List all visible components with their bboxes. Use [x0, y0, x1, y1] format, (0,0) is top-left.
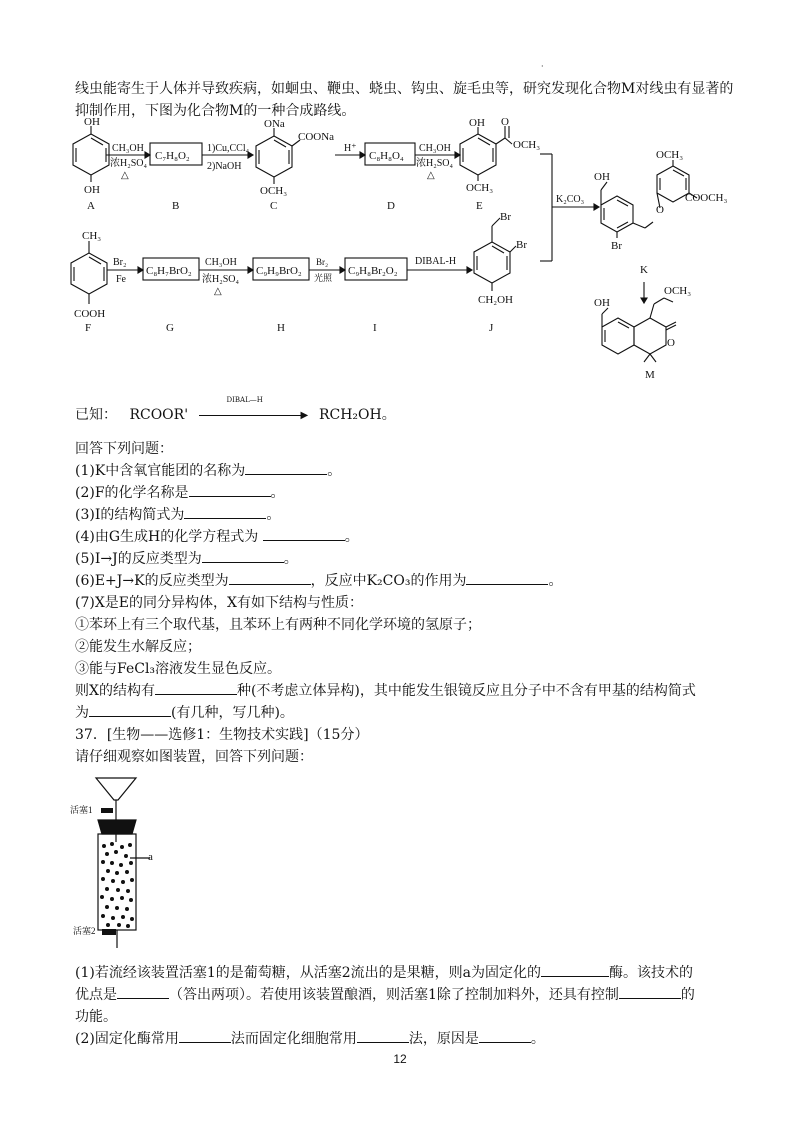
question-7-condition-1: ①苯环上有三个取代基，且苯环上有两种不同化学环境的氢原子； — [75, 617, 481, 633]
reagent-ab-bottom: 浓H₂SO₄ — [110, 158, 147, 169]
column-apparatus — [70, 772, 200, 962]
ring-c — [256, 136, 292, 177]
label-stopper-1: 活塞1 — [70, 805, 93, 815]
label-g: G — [166, 322, 174, 334]
e-och3: OCH₃ — [466, 182, 494, 194]
question-1: (1)K中含氧官能团的名称为 。 — [75, 460, 341, 480]
c-ona: ONa — [264, 118, 285, 130]
reagent-fg-top: Br₂ — [113, 257, 127, 268]
reagent-ij: DIBAL-H — [415, 256, 457, 267]
reagent-fg-bottom: Fe — [116, 274, 126, 285]
label-j: J — [489, 322, 494, 334]
label-i: I — [373, 322, 377, 334]
ring-m-left — [602, 318, 634, 354]
question-7-line-2: 为 (有几种，写几种)。 — [75, 702, 294, 722]
e-och3-ester: OCH₃ — [513, 139, 541, 151]
j-br-top: Br — [500, 211, 511, 223]
label-a: a — [148, 851, 153, 863]
question-6: (6)E+J→K的反应类型为 ，反应中K₂CO₃的作用为 。 — [75, 570, 562, 590]
reagent-gh-heat: △ — [214, 286, 222, 297]
label-k: K — [640, 264, 648, 276]
known-right: RCH₂OH。 — [318, 407, 396, 423]
intro-paragraph: 线虫能寄生于人体并导致疾病，如蛔虫、鞭虫、蛲虫、钩虫、旋毛虫等，研究发现化合物M对线虫有显著的抑制作用，下图为化合物M的一种合成路线。 — [75, 81, 734, 119]
label-d: D — [387, 200, 395, 212]
m-o: O — [667, 337, 675, 349]
reagent-bc-2: 2)NaOH — [207, 161, 242, 172]
s37-question-1-line-1: (1)若流经该装置活塞1的是葡萄糖，从活塞2流出的是果糖，则a为固定化的 酶。该技术的 — [75, 962, 693, 982]
f-ch3: CH₃ — [82, 230, 102, 242]
valve-1 — [101, 808, 113, 813]
formula-g: C₈H₇BrO₂ — [146, 265, 192, 277]
reagent-bc-1: 1)Cu,CCl₄ — [207, 143, 250, 154]
k-och3: OCH₃ — [656, 149, 684, 161]
reagent-ab-top: CH₃OH — [112, 143, 144, 154]
document-page: · 线虫能寄生于人体并导致疾病，如蛔虫、鞭虫、蛲虫、钩虫、旋毛虫等，研究发现化合物M对线虫有显著的抑制作用，下图为化合物M的一种合成路线。 OH OH A CH₃OH 浓H₂SO₄ △ C₇H₈O₂ B 1)Cu,CCl₄ 2)NaOH ONa COONa OCH₃ C H⁺ C₈H₈O₄ D CH₃OH 浓H₂SO₄ △ OH O OCH₃ OCH₃ E K₂CO₃ OCH₃ COOCH₃ OH O Br K OCH₃ OH O M CH₃ COOH F Br₂ Fe C₈H₇BrO₂ G CH₃OH 浓H₂SO₄ △ C₉H₉BrO₂ H Br₂ 光照 C₉H₈Br₂O₂ I DIBAL-H Br Br CH₂OH J 已知： RCOOR' DIBAL—H ▶ RCH₂OH。 回答下列问题： (1)K中含氧官能团的名称为 。 (2)F的化学名称是 。 (3)I的结构简式为 。 (4)由G生成H的化学方程式为 。 (5)I→J的反应类型为 。 (6)E+J→K的反应类型为 ，反应中K₂CO₃的作用为 。 (7)X是E的同分异构体，X有如下结构与性质： ①苯环上有三个取代基，且苯环上有两种不同化学环境的氢原子； ②能发生水解反应； ③能与FeCl₃溶液发生显色反应。 则X的结构有 种(不考虑立体异构)，其中能发生银镜反应且分子中不含有甲基的结构简式 为 (有几种，写几种)。 37．[生物——选修1：生物技术实践]（15分） 请仔细观察如图装置，回答下列问题： 活塞1 活塞2 a (1)若流经该装置活塞1的是葡萄糖，从活塞2流出的是果糖，则a为固定化的 酶。该技术的 优点是 （答出两项）。若使用该装置酿酒，则活塞1除了控制加料外，还具有控制 的 功能。 (2)固定化酶常用 法而固定化细胞常用 法，原因是 。 12 — [0, 0, 800, 1132]
k-oh: OH — [594, 171, 610, 183]
k-br: Br — [611, 240, 622, 252]
formula-i: C₉H₈Br₂O₂ — [348, 265, 398, 277]
column-stopper — [98, 820, 136, 834]
valve-2 — [102, 929, 116, 935]
ring-e — [460, 134, 496, 175]
page-number: 12 — [393, 1052, 407, 1066]
reagent-ab-heat: △ — [121, 170, 129, 181]
reagent-de-heat: △ — [427, 170, 435, 181]
e-oh: OH — [469, 118, 485, 129]
j-br-side: Br — [516, 239, 527, 251]
ring-j — [474, 242, 510, 283]
synthesis-scheme — [0, 118, 800, 448]
ring-k-left — [601, 196, 633, 232]
reagent-de-top: CH₃OH — [419, 143, 451, 154]
known-arrow: DIBAL—H ▶ — [199, 408, 309, 422]
reagent-de-bottom: 浓H₂SO₄ — [416, 158, 453, 169]
known-left: RCOOR' — [129, 407, 189, 423]
m-och3: OCH₃ — [664, 285, 692, 297]
reagent-cd: H⁺ — [344, 143, 357, 154]
question-5: (5)I→J的反应类型为 。 — [75, 548, 298, 568]
label-stopper-2: 活塞2 — [73, 926, 96, 936]
questions-prompt: 回答下列问题： — [75, 441, 173, 457]
c-coona: COONa — [298, 131, 335, 143]
label-c: C — [270, 200, 278, 212]
question-7-line-1: 则X的结构有 种(不考虑立体异构)，其中能发生银镜反应且分子中不含有甲基的结构简式 — [75, 680, 696, 700]
ring-a — [73, 134, 109, 175]
f-cooh: COOH — [74, 308, 106, 320]
a-oh-bottom: OH — [84, 184, 100, 196]
formula-h: C₉H₉BrO₂ — [256, 265, 302, 277]
s37-question-1-line-3: 功能。 — [75, 1009, 117, 1025]
section-37-title: 37．[生物——选修1：生物技术实践]（15分） — [75, 727, 369, 743]
j-ch2oh: CH₂OH — [478, 294, 514, 306]
question-2: (2)F的化学名称是 。 — [75, 482, 285, 502]
formula-b: C₇H₈O₂ — [155, 150, 190, 162]
question-4: (4)由G生成H的化学方程式为 。 — [75, 526, 359, 546]
reagent-ejk: K₂CO₃ — [556, 194, 585, 205]
k-cooch3: COOCH₃ — [685, 192, 728, 204]
s37-question-1-line-2: 优点是 （答出两项）。若使用该装置酿酒，则活塞1除了控制加料外，还具有控制 的 — [75, 984, 695, 1004]
label-b: B — [172, 200, 180, 212]
funnel — [96, 778, 136, 800]
m-oh: OH — [594, 297, 610, 309]
reagent-hi-bottom: 光照 — [314, 273, 333, 283]
label-e: E — [476, 200, 483, 212]
s37-question-2: (2)固定化酶常用 法而固定化细胞常用 法，原因是 。 — [75, 1028, 545, 1048]
e-o: O — [501, 118, 509, 128]
section-37-prompt: 请仔细观察如图装置，回答下列问题： — [75, 749, 313, 765]
ring-f — [71, 253, 107, 294]
bead-cluster — [100, 842, 134, 928]
question-7-condition-2: ②能发生水解反应； — [75, 639, 201, 655]
label-f: F — [85, 322, 92, 334]
label-m: M — [645, 369, 655, 381]
question-3: (3)I的结构简式为 。 — [75, 504, 280, 524]
a-oh-top: OH — [84, 118, 100, 128]
question-7-intro: (7)X是E的同分异构体，X有如下结构与性质： — [75, 595, 363, 611]
reagent-gh-top: CH₃OH — [205, 257, 237, 268]
reagent-gh-bottom: 浓H₂SO₄ — [202, 274, 239, 285]
c-och3: OCH₃ — [260, 185, 288, 197]
label-h: H — [277, 322, 285, 334]
formula-d: C₈H₈O₄ — [369, 150, 404, 162]
known-reaction: 已知： RCOOR' DIBAL—H ▶ RCH₂OH。 — [75, 396, 396, 423]
ring-m-right — [634, 318, 666, 354]
label-a: A — [87, 200, 95, 212]
reagent-hi-top: Br₂ — [316, 257, 329, 267]
k-o: O — [656, 204, 664, 216]
question-7-condition-3: ③能与FeCl₃溶液发生显色反应。 — [75, 661, 282, 677]
